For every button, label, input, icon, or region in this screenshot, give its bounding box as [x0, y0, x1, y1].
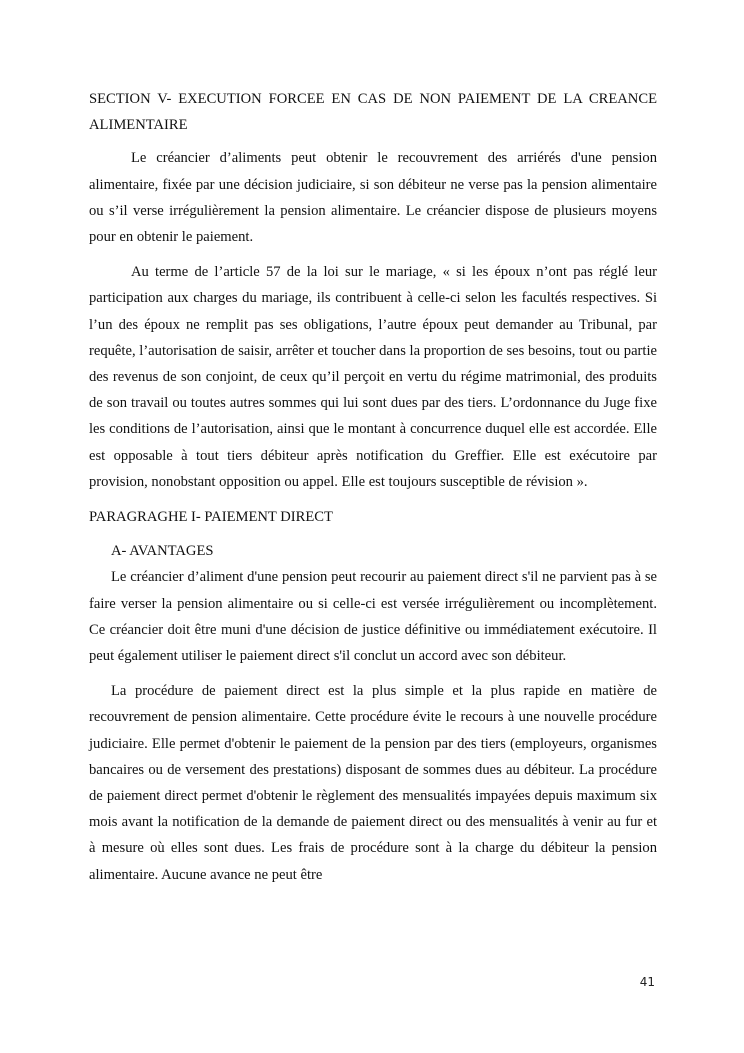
intro-paragraph-1: Le créancier d’aliments peut obtenir le recouvrement des arriérés d'une pension alimentaire, fixée par une décision judiciaire, si son débiteur ne verse pas la pension alimentaire ou s’il verse irrégulièrement la pension alimentaire. Le créancier dispose de plusieurs moyens pour en obtenir le paiement. [89, 150, 657, 246]
avantages-paragraph-1: Le créancier d’aliment d'une pension peut recourir au paiement direct s'il ne parvient pas à se faire verser la pension alimentaire ou si celle-ci est versée irrégulièrement ou incomplètement. Ce créancier doit être muni d'une décision de justice définitive ou immédiatement exécutoire. Il peut également utiliser le paiement direct s'il conclut un accord avec son débiteur. [89, 569, 657, 665]
subsection-heading: A- AVANTAGES [111, 543, 214, 560]
avantages-paragraph-2: La procédure de paiement direct est la plus simple et la plus rapide en matière de recouvrement de pension alimentaire. Cette procédure évite le recours à une nouvelle procédure judiciaire. Elle permet d'obtenir le paiement de la pension par des tiers (employeurs, organismes bancaires ou de versement des prestations) disposant de sommes dues au débiteur. La procédure de paiement direct permet d'obtenir le règlement des mensualités impayées depuis maximum six mois avant la notification de la demande de paiement direct ou des mensualités à venir au fur et à mesure où elles sont dues. Les frais de procédure sont à la charge du débiteur la pension alimentaire. Aucune avance ne peut être [89, 683, 657, 883]
page-number: 41 [639, 975, 655, 989]
section-title: SECTION V- EXECUTION FORCEE EN CAS DE NON PAIEMENT DE LA CREANCE ALIMENTAIRE [89, 91, 657, 134]
intro-paragraph-2: Au terme de l’article 57 de la loi sur le mariage, « si les époux n’ont pas réglé leur participation aux charges du mariage, ils contribuent à celle-ci selon les facultés respectives. Si l’un des époux ne remplit pas ses obligations, l’autre époux peut demander au Tribunal, par requête, l’autorisation de saisir, arrêter et toucher dans la proportion de ses besoins, tout ou partie des revenus de son conjoint, de ceux qu’il perçoit en vertu du régime matrimonial, des produits de son travail ou toutes autres sommes qui lui sont dues par des tiers. L’ordonnance du Juge fixe les conditions de l’autorisation, ainsi que le montant à concurrence duquel elle est accordée. Elle est opposable à tout tiers débiteur après notification du Greffier. Elle est exécutoire par provision, nonobstant opposition ou appel. Elle est toujours susceptible de révision ». [89, 264, 657, 490]
document-page [89, 86, 657, 888]
paragraph-heading: PARAGRAGHE I- PAIEMENT DIRECT [89, 509, 333, 526]
